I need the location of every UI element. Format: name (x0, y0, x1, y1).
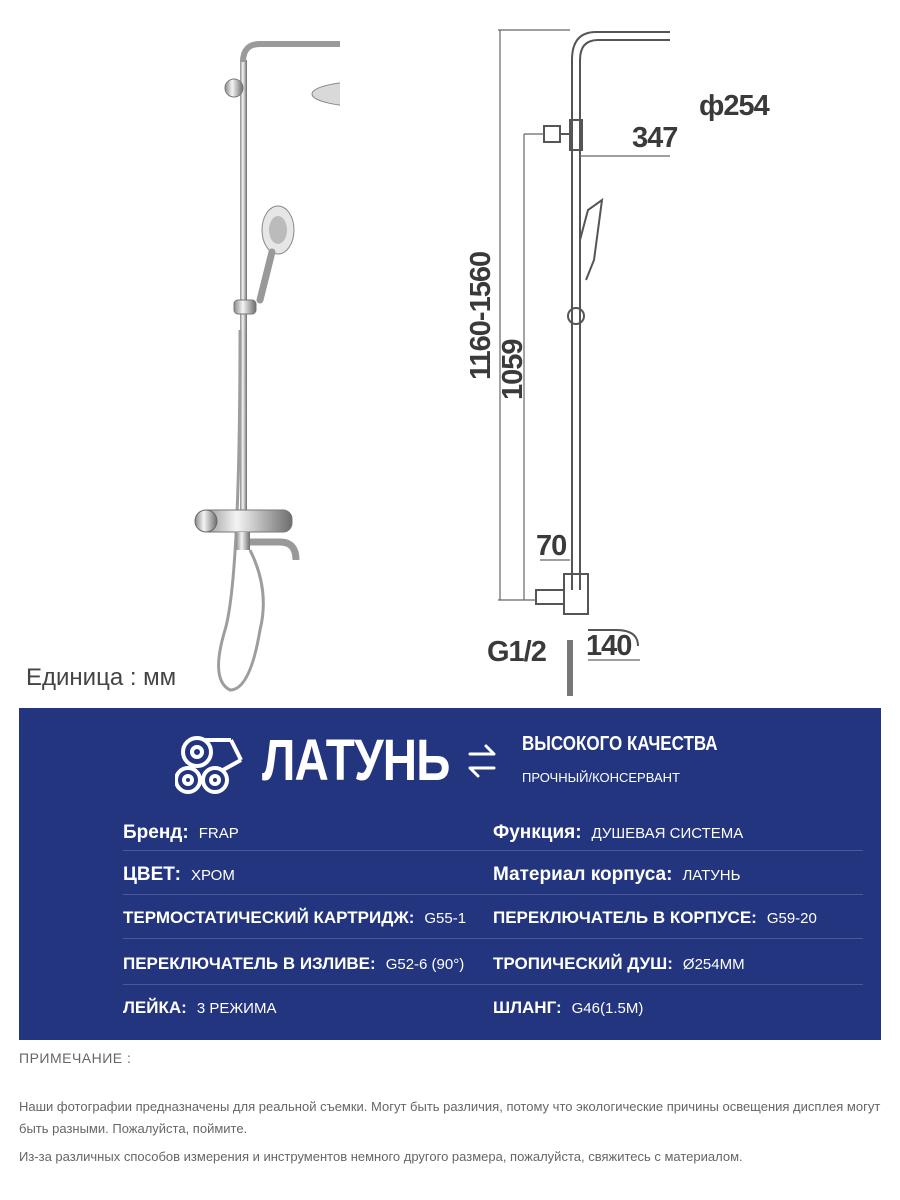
spec-label: ТЕРМОСТАТИЧЕСКИЙ КАРТРИДЖ: (123, 908, 415, 927)
spec-row (123, 864, 863, 904)
quality-heading: ВЫСОКОГО КАЧЕСТВА (522, 733, 718, 755)
dim-spout-length: 140 (586, 630, 632, 662)
spec-label: Материал корпуса: (493, 864, 673, 885)
spec-value: Ø254MM (682, 956, 745, 973)
unit-label: Единица : мм (26, 664, 177, 691)
spec-value: ЛАТУНЬ (682, 867, 741, 884)
spec-value: G52-6 (90°) (385, 956, 465, 973)
dim-thread: G1/2 (487, 636, 546, 668)
spec-row (123, 998, 863, 1038)
spec-label: ПЕРЕКЛЮЧАТЕЛЬ В КОРПУСЕ: (493, 908, 757, 927)
note-title: ПРИМЕЧАНИЕ : (19, 1050, 132, 1066)
row-divider (123, 938, 863, 939)
row-divider (123, 984, 863, 985)
row-divider (123, 894, 863, 895)
spec-label: ЛЕЙКА: (123, 998, 187, 1017)
spec-row (123, 822, 863, 862)
spec-value: 3 РЕЖИМА (196, 1000, 277, 1017)
note-text: Наши фотографии предназначены для реальной съемки. Могут быть различия, потому что экологические причины освещения дисплея могут быть разными. Пожалуйста, поймите. (19, 1099, 881, 1136)
note-text: Из-за различных способов измерения и инструментов немного другого размера, пожалуйста, свяжитесь с материалом. (19, 1149, 743, 1164)
dim-inlet-offset: 70 (536, 530, 567, 562)
spec-value: G46(1.5M) (571, 1000, 644, 1017)
spec-label: Бренд: (123, 822, 189, 843)
row-divider (123, 850, 863, 851)
spec-value: ХРОМ (190, 867, 235, 884)
material-title: ЛАТУНЬ (262, 728, 450, 793)
spec-row (123, 954, 863, 994)
spec-value: G55-1 (424, 910, 467, 927)
spec-value: FRAP (198, 825, 239, 842)
swap-arrows-icon (466, 742, 498, 780)
dim-total-height: 1160-1560 (465, 251, 497, 380)
spec-row (123, 908, 863, 948)
product-photo (190, 30, 340, 710)
dim-lower-height: 1059 (497, 339, 529, 400)
quality-subheading: ПРОЧНЫЙ/КОНСЕРВАНТ (522, 770, 680, 785)
spec-label: ТРОПИЧЕСКИЙ ДУШ: (493, 954, 673, 973)
spec-value: G59-20 (766, 910, 817, 927)
brass-pipes-icon (175, 730, 245, 798)
spec-label: ШЛАНГ: (493, 998, 562, 1017)
dim-head-diameter: ф254 (699, 90, 769, 122)
spec-label: ЦВЕТ: (123, 864, 181, 885)
dim-arm-reach: 347 (632, 122, 678, 154)
spec-value: ДУШЕВАЯ СИСТЕМА (591, 825, 744, 842)
spec-label: ПЕРЕКЛЮЧАТЕЛЬ В ИЗЛИВЕ: (123, 954, 376, 973)
spec-label: Функция: (493, 822, 582, 843)
